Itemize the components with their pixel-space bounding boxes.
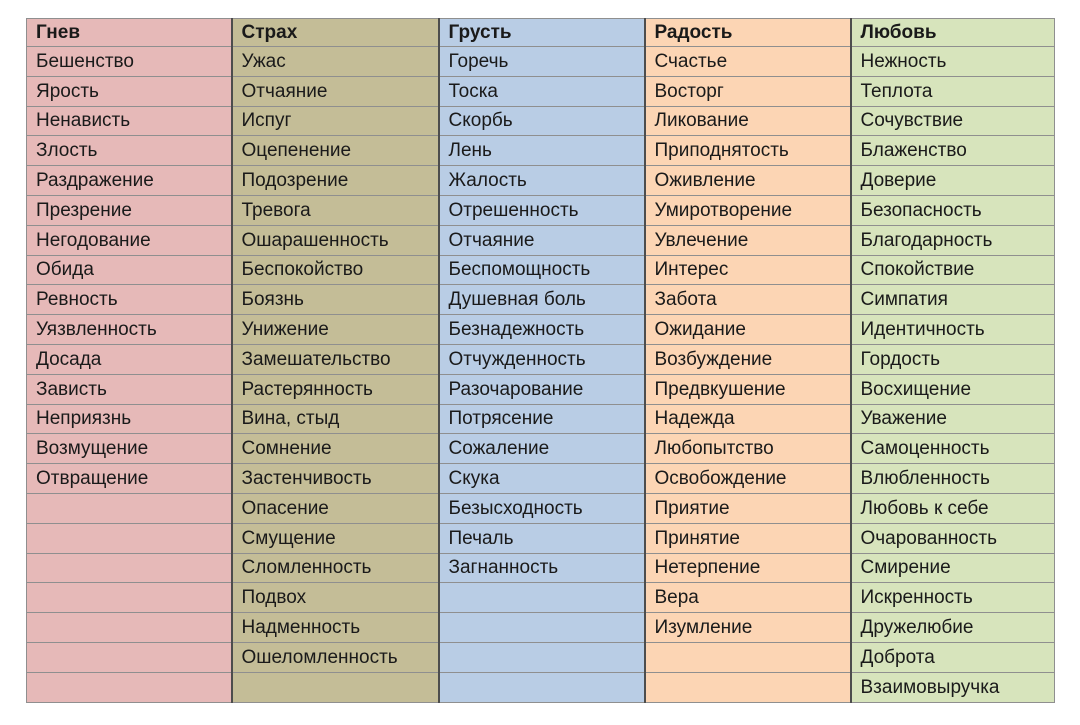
cell-anger: Возмущение	[27, 434, 232, 464]
cell-love: Гордость	[851, 344, 1055, 374]
table-row	[27, 493, 1055, 523]
cell-joy: Интерес	[645, 255, 851, 285]
cell-sadness: Безысходность	[439, 493, 645, 523]
cell-fear: Надменность	[232, 613, 439, 643]
table-row	[27, 136, 1055, 166]
cell-sadness: Беспомощность	[439, 255, 645, 285]
cell-sadness: Скука	[439, 464, 645, 494]
table-row	[27, 255, 1055, 285]
table-row	[27, 315, 1055, 345]
cell-fear: Ужас	[232, 47, 439, 77]
cell-sadness: Загнанность	[439, 553, 645, 583]
cell-joy: Приятие	[645, 493, 851, 523]
column-header-sadness: Грусть	[439, 19, 645, 47]
cell-anger: Ревность	[27, 285, 232, 315]
column-header-anger: Гнев	[27, 19, 232, 47]
cell-anger: Презрение	[27, 195, 232, 225]
cell-fear: Оцепенение	[232, 136, 439, 166]
table-row	[27, 553, 1055, 583]
cell-anger	[27, 523, 232, 553]
cell-love: Благодарность	[851, 225, 1055, 255]
cell-joy: Ожидание	[645, 315, 851, 345]
cell-joy: Восторг	[645, 76, 851, 106]
cell-fear: Смущение	[232, 523, 439, 553]
cell-love: Влюбленность	[851, 464, 1055, 494]
cell-fear: Унижение	[232, 315, 439, 345]
table-row	[27, 106, 1055, 136]
cell-love: Сочувствие	[851, 106, 1055, 136]
cell-sadness: Потрясение	[439, 404, 645, 434]
table-row	[27, 464, 1055, 494]
cell-sadness: Безнадежность	[439, 315, 645, 345]
cell-love: Искренность	[851, 583, 1055, 613]
cell-joy: Умиротворение	[645, 195, 851, 225]
cell-sadness: Сожаление	[439, 434, 645, 464]
cell-love: Очарованность	[851, 523, 1055, 553]
cell-joy: Счастье	[645, 47, 851, 77]
cell-joy: Изумление	[645, 613, 851, 643]
cell-joy: Возбуждение	[645, 344, 851, 374]
cell-love: Теплота	[851, 76, 1055, 106]
cell-joy: Увлечение	[645, 225, 851, 255]
cell-joy: Любопытство	[645, 434, 851, 464]
header-row	[27, 19, 1055, 47]
cell-joy: Принятие	[645, 523, 851, 553]
cell-anger: Ярость	[27, 76, 232, 106]
cell-love: Восхищение	[851, 374, 1055, 404]
cell-sadness: Скорбь	[439, 106, 645, 136]
emotions-table	[26, 18, 1055, 703]
cell-anger	[27, 583, 232, 613]
cell-anger: Неприязнь	[27, 404, 232, 434]
table-row	[27, 47, 1055, 77]
cell-anger: Досада	[27, 344, 232, 374]
table-row	[27, 344, 1055, 374]
column-header-fear: Страх	[232, 19, 439, 47]
cell-fear: Ошеломленность	[232, 642, 439, 672]
table-row	[27, 583, 1055, 613]
cell-love: Идентичность	[851, 315, 1055, 345]
cell-anger: Негодование	[27, 225, 232, 255]
cell-love: Доброта	[851, 642, 1055, 672]
cell-fear: Опасение	[232, 493, 439, 523]
cell-joy: Оживление	[645, 166, 851, 196]
cell-sadness	[439, 613, 645, 643]
cell-fear: Застенчивость	[232, 464, 439, 494]
cell-fear: Подвох	[232, 583, 439, 613]
cell-love: Спокойствие	[851, 255, 1055, 285]
cell-sadness: Жалость	[439, 166, 645, 196]
cell-fear: Беспокойство	[232, 255, 439, 285]
cell-fear	[232, 672, 439, 702]
cell-anger	[27, 613, 232, 643]
cell-anger	[27, 493, 232, 523]
cell-fear: Сломленность	[232, 553, 439, 583]
cell-fear: Замешательство	[232, 344, 439, 374]
table-row	[27, 225, 1055, 255]
cell-fear: Сомнение	[232, 434, 439, 464]
cell-sadness: Печаль	[439, 523, 645, 553]
cell-sadness	[439, 583, 645, 613]
table-row	[27, 285, 1055, 315]
table-row	[27, 166, 1055, 196]
cell-anger	[27, 672, 232, 702]
cell-joy: Освобождение	[645, 464, 851, 494]
cell-sadness: Отрешенность	[439, 195, 645, 225]
cell-love: Смирение	[851, 553, 1055, 583]
cell-sadness: Лень	[439, 136, 645, 166]
cell-love: Дружелюбие	[851, 613, 1055, 643]
table-row	[27, 642, 1055, 672]
table-row	[27, 195, 1055, 225]
cell-fear: Тревога	[232, 195, 439, 225]
cell-love: Симпатия	[851, 285, 1055, 315]
cell-fear: Растерянность	[232, 374, 439, 404]
cell-anger: Уязвленность	[27, 315, 232, 345]
cell-love: Доверие	[851, 166, 1055, 196]
column-header-love: Любовь	[851, 19, 1055, 47]
table-row	[27, 613, 1055, 643]
cell-love: Безопасность	[851, 195, 1055, 225]
cell-joy	[645, 642, 851, 672]
table-row	[27, 76, 1055, 106]
cell-joy	[645, 672, 851, 702]
cell-anger: Ненависть	[27, 106, 232, 136]
cell-anger: Зависть	[27, 374, 232, 404]
cell-love: Блаженство	[851, 136, 1055, 166]
table-row	[27, 434, 1055, 464]
cell-fear: Подозрение	[232, 166, 439, 196]
cell-love: Нежность	[851, 47, 1055, 77]
cell-joy: Предвкушение	[645, 374, 851, 404]
cell-fear: Испуг	[232, 106, 439, 136]
table-row	[27, 523, 1055, 553]
cell-sadness: Душевная боль	[439, 285, 645, 315]
table-row	[27, 672, 1055, 702]
table-row	[27, 374, 1055, 404]
cell-sadness: Тоска	[439, 76, 645, 106]
cell-love: Любовь к себе	[851, 493, 1055, 523]
cell-joy: Вера	[645, 583, 851, 613]
cell-anger: Злость	[27, 136, 232, 166]
table-body	[27, 47, 1055, 703]
cell-sadness: Отчужденность	[439, 344, 645, 374]
cell-joy: Ликование	[645, 106, 851, 136]
cell-sadness: Горечь	[439, 47, 645, 77]
cell-joy: Надежда	[645, 404, 851, 434]
cell-fear: Ошарашенность	[232, 225, 439, 255]
cell-fear: Вина, стыд	[232, 404, 439, 434]
cell-anger: Отвращение	[27, 464, 232, 494]
cell-joy: Нетерпение	[645, 553, 851, 583]
cell-love: Самоценность	[851, 434, 1055, 464]
cell-fear: Боязнь	[232, 285, 439, 315]
cell-love: Взаимовыручка	[851, 672, 1055, 702]
cell-joy: Забота	[645, 285, 851, 315]
cell-sadness	[439, 642, 645, 672]
cell-anger	[27, 553, 232, 583]
cell-sadness: Разочарование	[439, 374, 645, 404]
cell-anger: Раздражение	[27, 166, 232, 196]
cell-fear: Отчаяние	[232, 76, 439, 106]
cell-anger	[27, 642, 232, 672]
column-header-joy: Радость	[645, 19, 851, 47]
cell-sadness	[439, 672, 645, 702]
cell-anger: Обида	[27, 255, 232, 285]
table-row	[27, 404, 1055, 434]
cell-anger: Бешенство	[27, 47, 232, 77]
cell-sadness: Отчаяние	[439, 225, 645, 255]
cell-love: Уважение	[851, 404, 1055, 434]
cell-joy: Приподнятость	[645, 136, 851, 166]
